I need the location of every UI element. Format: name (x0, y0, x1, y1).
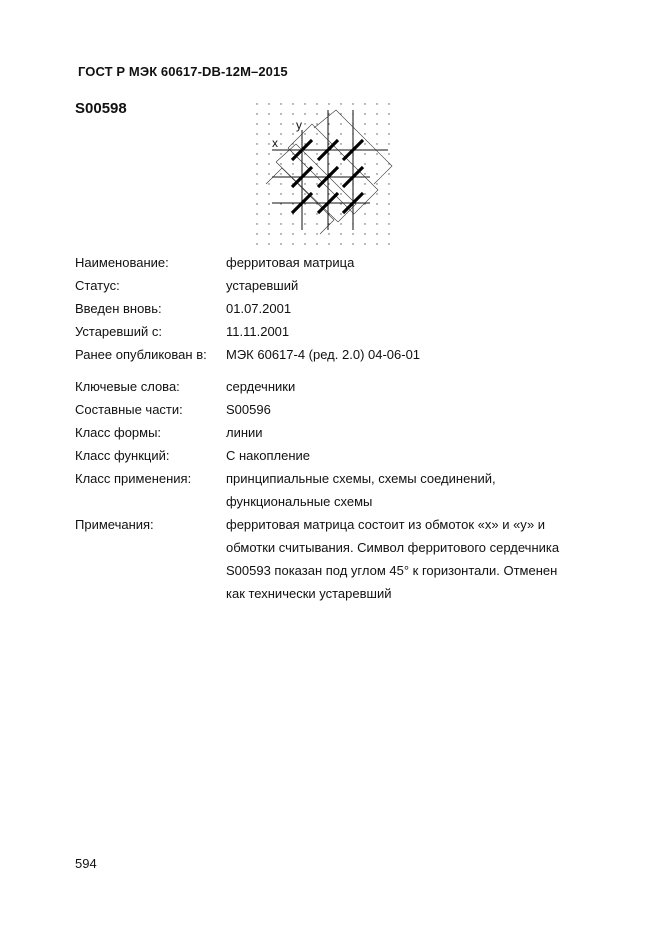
grid-dot (388, 183, 389, 184)
grid-dot (328, 193, 329, 194)
property-row (75, 375, 595, 398)
grid-dot (328, 153, 329, 154)
grid-dot (316, 143, 317, 144)
property-row (75, 343, 595, 366)
grid-dot (340, 213, 341, 214)
sense-winding (266, 110, 392, 234)
grid-dot (280, 143, 281, 144)
grid-dot (352, 233, 353, 234)
grid-dot (292, 103, 293, 104)
property-value-line: S00596 (226, 402, 271, 417)
grid-dot (328, 123, 329, 124)
property-row (75, 297, 595, 320)
grid-dot (376, 163, 377, 164)
y-axis-label: y (296, 118, 302, 132)
grid-dot (280, 153, 281, 154)
property-row (75, 467, 595, 513)
grid-dot (256, 173, 257, 174)
grid-dot (304, 243, 305, 244)
grid-dot (280, 123, 281, 124)
grid-dot (328, 103, 329, 104)
grid-dot (304, 203, 305, 204)
grid-dot (376, 173, 377, 174)
grid-dot (340, 133, 341, 134)
property-label: Ключевые слова: (75, 379, 180, 394)
grid-dot (328, 183, 329, 184)
grid-dot (304, 193, 305, 194)
grid-dot (352, 103, 353, 104)
grid-dot (268, 103, 269, 104)
grid-dot (268, 213, 269, 214)
grid-dot (268, 173, 269, 174)
grid-dot (364, 143, 365, 144)
property-row (75, 513, 595, 605)
grid-dot (256, 113, 257, 114)
grid-dot (316, 133, 317, 134)
grid-dot (340, 183, 341, 184)
ferrite-cores (292, 140, 363, 213)
grid-dot (292, 193, 293, 194)
grid-dot (388, 133, 389, 134)
grid-dot (280, 223, 281, 224)
grid-dot (256, 163, 257, 164)
grid-dot (280, 203, 281, 204)
grid-dot (280, 113, 281, 114)
page-number: 594 (75, 856, 97, 871)
property-value (226, 343, 595, 366)
grid-dot (316, 123, 317, 124)
grid-dot (388, 193, 389, 194)
grid-dot (268, 113, 269, 114)
property-value-line: ферритовая матрица состоит из обмоток «х» и «у» и (226, 517, 546, 532)
property-label: Введен вновь: (75, 301, 162, 316)
grid-dot (376, 153, 377, 154)
grid-dot (364, 133, 365, 134)
grid-dot (364, 233, 365, 234)
grid-dot (268, 153, 269, 154)
grid-dot (328, 133, 329, 134)
property-value-line: 11.11.2001 (226, 324, 290, 339)
property-row (75, 398, 595, 421)
grid-dot (292, 113, 293, 114)
property-label: Составные части: (75, 402, 183, 417)
grid-dot (268, 223, 269, 224)
grid-dot (376, 193, 377, 194)
property-value (226, 513, 595, 605)
grid-dot (268, 233, 269, 234)
grid-dot (364, 123, 365, 124)
grid-dot (256, 103, 257, 104)
property-value-line: линии (226, 425, 263, 440)
grid-dot (292, 243, 293, 244)
grid-dot (364, 243, 365, 244)
grid-dot (340, 243, 341, 244)
grid-dot (364, 223, 365, 224)
grid-dot (268, 123, 269, 124)
grid-dot (280, 173, 281, 174)
grid-dot (388, 143, 389, 144)
grid-dot (280, 133, 281, 134)
grid-dot (388, 123, 389, 124)
grid-dot (388, 213, 389, 214)
grid-dot (340, 223, 341, 224)
ferrite-matrix-symbol (252, 100, 404, 248)
grid-dot (388, 243, 389, 244)
grid-dot (304, 103, 305, 104)
grid-dot (256, 243, 257, 244)
property-value (226, 251, 595, 274)
grid-dot (316, 213, 317, 214)
property-label: Класс формы: (75, 425, 162, 440)
property-value-line: ферритовая матрица (226, 255, 355, 270)
grid-dot (304, 233, 305, 234)
grid-dot (304, 123, 305, 124)
grid-dot (304, 223, 305, 224)
grid-dot (376, 113, 377, 114)
grid-dot (268, 183, 269, 184)
property-value-line: обмотки считывания. Символ ферритового сердечника (226, 540, 560, 555)
grid-dot (388, 103, 389, 104)
property-label: Примечания: (75, 517, 154, 532)
grid-dot (340, 173, 341, 174)
grid-dot (340, 163, 341, 164)
grid-dot (340, 123, 341, 124)
grid-dot (256, 233, 257, 234)
grid-dot (292, 203, 293, 204)
grid-dot (364, 213, 365, 214)
grid-dot (292, 173, 293, 174)
grid-dot (352, 243, 353, 244)
property-row (75, 444, 595, 467)
grid-dot (256, 133, 257, 134)
grid-dot (376, 103, 377, 104)
grid-dot (340, 193, 341, 194)
grid-dot (256, 223, 257, 224)
grid-dot (340, 103, 341, 104)
grid-dot (268, 243, 269, 244)
property-value (226, 320, 595, 343)
grid-dot (388, 233, 389, 234)
grid-dot (376, 233, 377, 234)
x-axis-label: x (272, 136, 278, 150)
grid-dot (388, 223, 389, 224)
grid-dot (256, 153, 257, 154)
grid-dot (304, 133, 305, 134)
grid-dot (292, 133, 293, 134)
property-label: Устаревший с: (75, 324, 162, 339)
property-value (226, 375, 595, 398)
property-value (226, 274, 595, 297)
grid-dot (292, 233, 293, 234)
property-value-line: МЭК 60617-4 (ред. 2.0) 04-06-01 (226, 347, 421, 362)
grid-dot (280, 163, 281, 164)
property-value-line: функциональные схемы (226, 494, 373, 509)
document-header: ГОСТ Р МЭК 60617-DB-12M–2015 (78, 64, 288, 79)
grid-dot (316, 103, 317, 104)
property-value (226, 421, 595, 444)
grid-dot (376, 133, 377, 134)
grid-dot (256, 123, 257, 124)
property-value-line: сердечники (226, 379, 296, 394)
grid-dot (256, 143, 257, 144)
grid-dot (280, 243, 281, 244)
grid-dot (340, 233, 341, 234)
grid-dot (364, 153, 365, 154)
grid-dot (292, 123, 293, 124)
grid-dot (316, 233, 317, 234)
grid-dot (328, 163, 329, 164)
grid-dot (280, 103, 281, 104)
grid-dot (328, 143, 329, 144)
grid-dot (316, 193, 317, 194)
property-row (75, 320, 595, 343)
property-label: Класс применения: (75, 471, 192, 486)
grid-dot (256, 183, 257, 184)
grid-dot (340, 143, 341, 144)
property-label: Ранее опубликован в: (75, 347, 207, 362)
grid-dot (388, 173, 389, 174)
grid-dot (376, 123, 377, 124)
grid-dot (376, 143, 377, 144)
property-label: Наименование: (75, 255, 169, 270)
grid-dot (256, 193, 257, 194)
grid-dot (328, 243, 329, 244)
grid-dot (316, 223, 317, 224)
grid-dot (316, 173, 317, 174)
property-value-line: как технически устаревший (226, 586, 392, 601)
grid-dot (292, 223, 293, 224)
property-label: Статус: (75, 278, 120, 293)
grid-dot (304, 113, 305, 114)
grid-dot (268, 193, 269, 194)
grid-dot (328, 113, 329, 114)
grid-dot (268, 143, 269, 144)
property-label: Класс функций: (75, 448, 170, 463)
grid-dot (280, 233, 281, 234)
grid-dot (256, 203, 257, 204)
grid-dot (268, 203, 269, 204)
grid-dot (388, 203, 389, 204)
grid-dot (316, 243, 317, 244)
grid-dot (376, 243, 377, 244)
properties-list (75, 251, 595, 605)
property-value (226, 467, 595, 513)
grid-dot (280, 193, 281, 194)
grid-dot (340, 203, 341, 204)
grid-dot (268, 163, 269, 164)
grid-dot (376, 183, 377, 184)
property-value (226, 444, 595, 467)
property-value-line: принципиальные схемы, схемы соединений, (226, 471, 496, 486)
grid-dot (316, 113, 317, 114)
grid-dot (376, 203, 377, 204)
grid-dot (364, 193, 365, 194)
grid-dot (280, 183, 281, 184)
grid-dot (364, 173, 365, 174)
grid-dot (388, 153, 389, 154)
grid-dot (280, 213, 281, 214)
property-row (75, 421, 595, 444)
property-value-line: устаревший (226, 278, 299, 293)
property-value-line: S00593 показан под углом 45° к горизонтали. Отменен (226, 563, 558, 578)
grid-dot (316, 153, 317, 154)
grid-dot (364, 183, 365, 184)
property-row (75, 251, 595, 274)
grid-dot (268, 133, 269, 134)
grid-dot (328, 233, 329, 234)
grid-dot (388, 113, 389, 114)
property-value (226, 297, 595, 320)
grid-dot (364, 113, 365, 114)
grid-dot (256, 213, 257, 214)
grid-dot (304, 183, 305, 184)
property-value-line: 01.07.2001 (226, 301, 292, 316)
grid-dot (376, 213, 377, 214)
property-value-line: С накопление (226, 448, 310, 463)
grid-dot (376, 223, 377, 224)
grid-dot (304, 213, 305, 214)
symbol-code: S00598 (75, 100, 127, 117)
grid-dot (364, 163, 365, 164)
property-row (75, 274, 595, 297)
property-value (226, 398, 595, 421)
grid-dot (364, 103, 365, 104)
grid-dot (292, 163, 293, 164)
grid-dot (316, 183, 317, 184)
